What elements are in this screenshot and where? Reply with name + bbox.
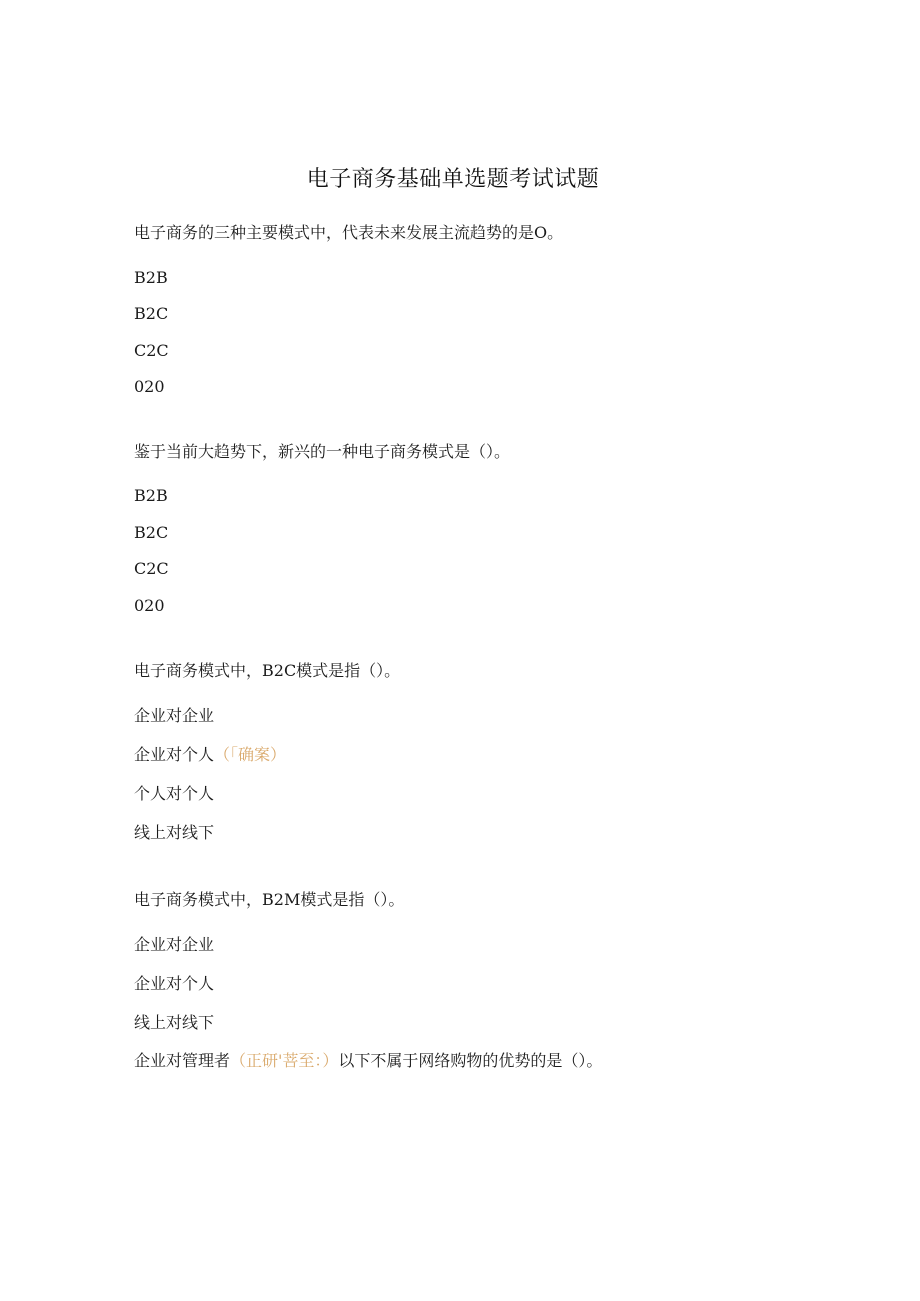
answer-note: （「确案）	[214, 745, 287, 764]
option-text: 企业对个人	[134, 745, 215, 764]
question-1-option-a: B2B	[134, 268, 168, 287]
question-4-option-b: 企业对个人	[134, 974, 215, 993]
question-2-option-c: C2C	[134, 559, 169, 578]
answer-note: （正研'菩至：）	[230, 1051, 339, 1070]
question-2-option-a: B2B	[134, 486, 168, 505]
question-4-option-d-and-question-5	[134, 1050, 614, 1072]
question-1-option-d: 020	[134, 377, 165, 396]
question-4-option-c: 线上对线下	[134, 1013, 215, 1032]
question-3-option-c: 个人对个人	[134, 784, 215, 803]
question-1-option-c: C2C	[134, 341, 169, 360]
question-3-option-a: 企业对企业	[134, 706, 215, 725]
question-3-option-b	[134, 745, 286, 765]
question-5-stem: 以下不属于网络购物的优势的是（）。	[338, 1051, 603, 1070]
question-3-stem: 电子商务模式中，B2C模式是指（）。	[134, 661, 401, 680]
question-3-option-d: 线上对线下	[134, 823, 215, 842]
question-2-option-b: B2C	[134, 523, 169, 542]
question-1-stem: 电子商务的三种主要模式中，代表未来发展主流趋势的是O。	[134, 223, 564, 242]
question-1-option-b: B2C	[134, 304, 169, 323]
question-2-stem: 鉴于当前大趋势下，新兴的一种电子商务模式是（）。	[134, 442, 511, 461]
question-4-option-a: 企业对企业	[134, 935, 215, 954]
option-text: 企业对管理者	[134, 1051, 231, 1070]
question-4-stem: 电子商务模式中，B2M模式是指（）。	[134, 890, 405, 909]
question-2-option-d: 020	[134, 596, 165, 615]
page-title: 电子商务基础单选题考试试题	[306, 167, 600, 192]
